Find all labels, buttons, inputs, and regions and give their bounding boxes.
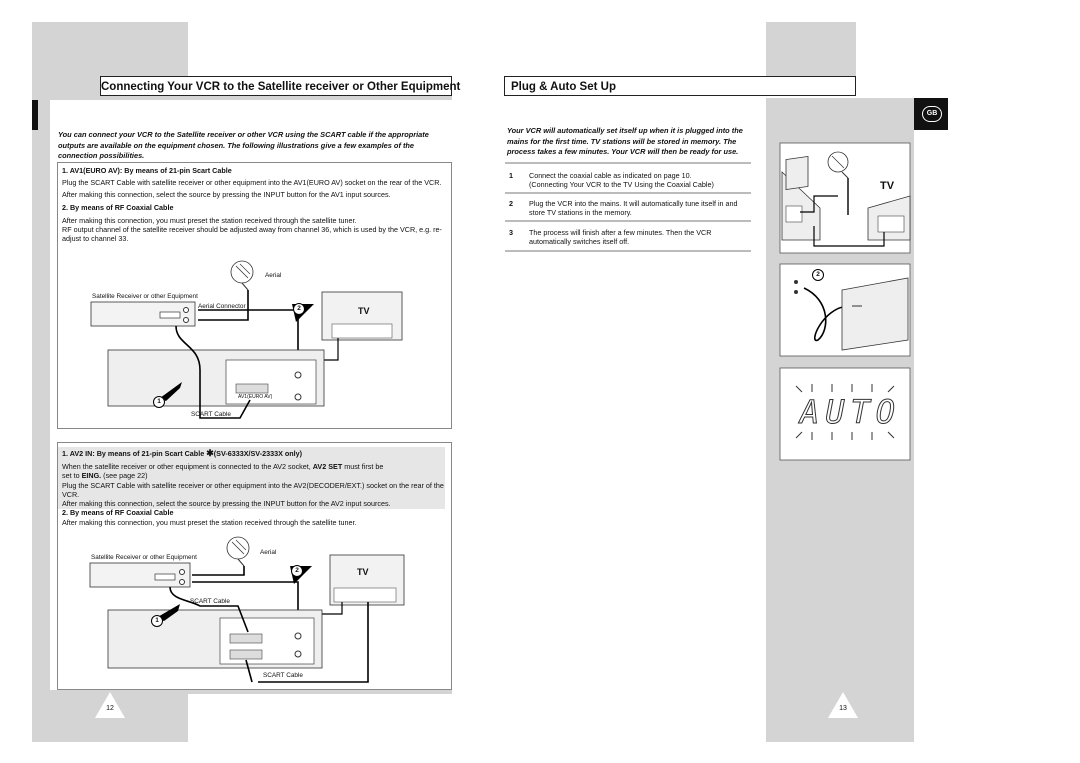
step-2-text: Plug the VCR into the mains. It will automatically tune itself in and store TV stations in the memory. <box>529 199 738 218</box>
step-2-number: 2 <box>509 199 513 208</box>
section2-para2: Plug the SCART Cable with satellite receiver or other equipment into the AV2(DECODER/EXT.) socket on the rear of the VCR. <box>62 480 444 499</box>
section2-para3: After making this connection, select the source by pressing the INPUT button for the AV2 input sources. <box>62 499 391 509</box>
gb-badge: GB <box>922 106 942 122</box>
right-intro: Your VCR will automatically set itself up when it is plugged into the mains for the first time. TV stations will be stored in memory. The process takes a few minutes. Your VCR will then be ready for use. <box>507 126 743 156</box>
section1-heading: 1. AV1(EURO AV): By means of 21-pin Scart Cable <box>62 166 232 175</box>
section2-heading: 1. AV2 IN: By means of 21-pin Scart Cable ✱(SV-6333X/SV-2333X only) <box>62 448 303 458</box>
figure2-scart-bottom-label: SCART Cable <box>263 672 303 679</box>
left-page-title: Connecting Your VCR to the Satellite receiver or Other Equipment <box>100 76 452 96</box>
section2-para4: After making this connection, you must preset the station received through the satellite tuner. <box>62 518 357 528</box>
figure1-aerial-label: Aerial <box>265 272 282 279</box>
figure2-badge-1: 1 <box>151 615 163 627</box>
figure1-receiver-label: Satellite Receiver or other Equipment <box>92 293 198 300</box>
left-page-number: 12 <box>106 705 114 712</box>
auto-display-text: AUTO <box>800 393 902 431</box>
section1-para2: After making this connection, select the source by pressing the INPUT button for the AV1 input sources. <box>62 190 391 200</box>
step-3-text: The process will finish after a few minutes. Then the VCR automatically switches itself off. <box>529 228 712 247</box>
right-page-title: Plug & Auto Set Up <box>504 76 856 96</box>
right-figure-tv-label: TV <box>880 180 895 192</box>
figure1-socket-label: AV1(EURO AV) <box>238 394 273 400</box>
figure2-receiver-label: Satellite Receiver or other Equipment <box>91 554 197 561</box>
right-figure-badge-2: 2 <box>812 269 824 281</box>
figure1-tv-label: TV <box>358 306 370 316</box>
figure1-badge-1: 1 <box>153 396 165 408</box>
section1-heading2: 2. By means of RF Coaxial Cable <box>62 202 174 212</box>
figure1-badge-2: 2 <box>293 303 305 315</box>
step-1-number: 1 <box>509 171 513 180</box>
section2-heading2: 2. By means of RF Coaxial Cable <box>62 508 174 518</box>
step-1-text: Connect the coaxial cable as indicated on page 10. (Connecting Your VCR to the TV Using the Coaxial Cable) <box>529 171 714 190</box>
section2-para1: When the satellite receiver or other equipment is connected to the AV2 socket, AV2 SET must first be set to EING. (see page 22) <box>62 462 384 481</box>
section1-para1: Plug the SCART Cable with satellite receiver or other equipment into the AV1(EURO AV) socket on the rear of the VCR. <box>62 178 442 188</box>
figure2-tv-label: TV <box>357 567 369 577</box>
left-intro: You can connect your VCR to the Satellite receiver or other VCR using the SCART cable if the appropriate outputs are available on the equipment chosen. The following illustrations give a few examples of the connection possibilities. <box>58 130 429 160</box>
figure1-scart-label: SCART Cable <box>191 411 231 418</box>
section1-para3: After making this connection, you must preset the station received through the satellite tuner. <box>62 215 357 225</box>
figure2-aerial-label: Aerial <box>260 549 277 556</box>
figure2-scart-top-label: SCART Cable <box>190 598 230 605</box>
figure1-connector-label: Aerial Connector <box>198 303 246 310</box>
section1-para4: RF output channel of the satellite receiver should be adjusted away from channel 36, which is used by the VCR, e.g. re-adjust to channel 33. <box>62 225 442 244</box>
figure2-badge-2: 2 <box>291 565 303 577</box>
right-page-number: 13 <box>839 705 847 712</box>
step-3-number: 3 <box>509 228 513 237</box>
